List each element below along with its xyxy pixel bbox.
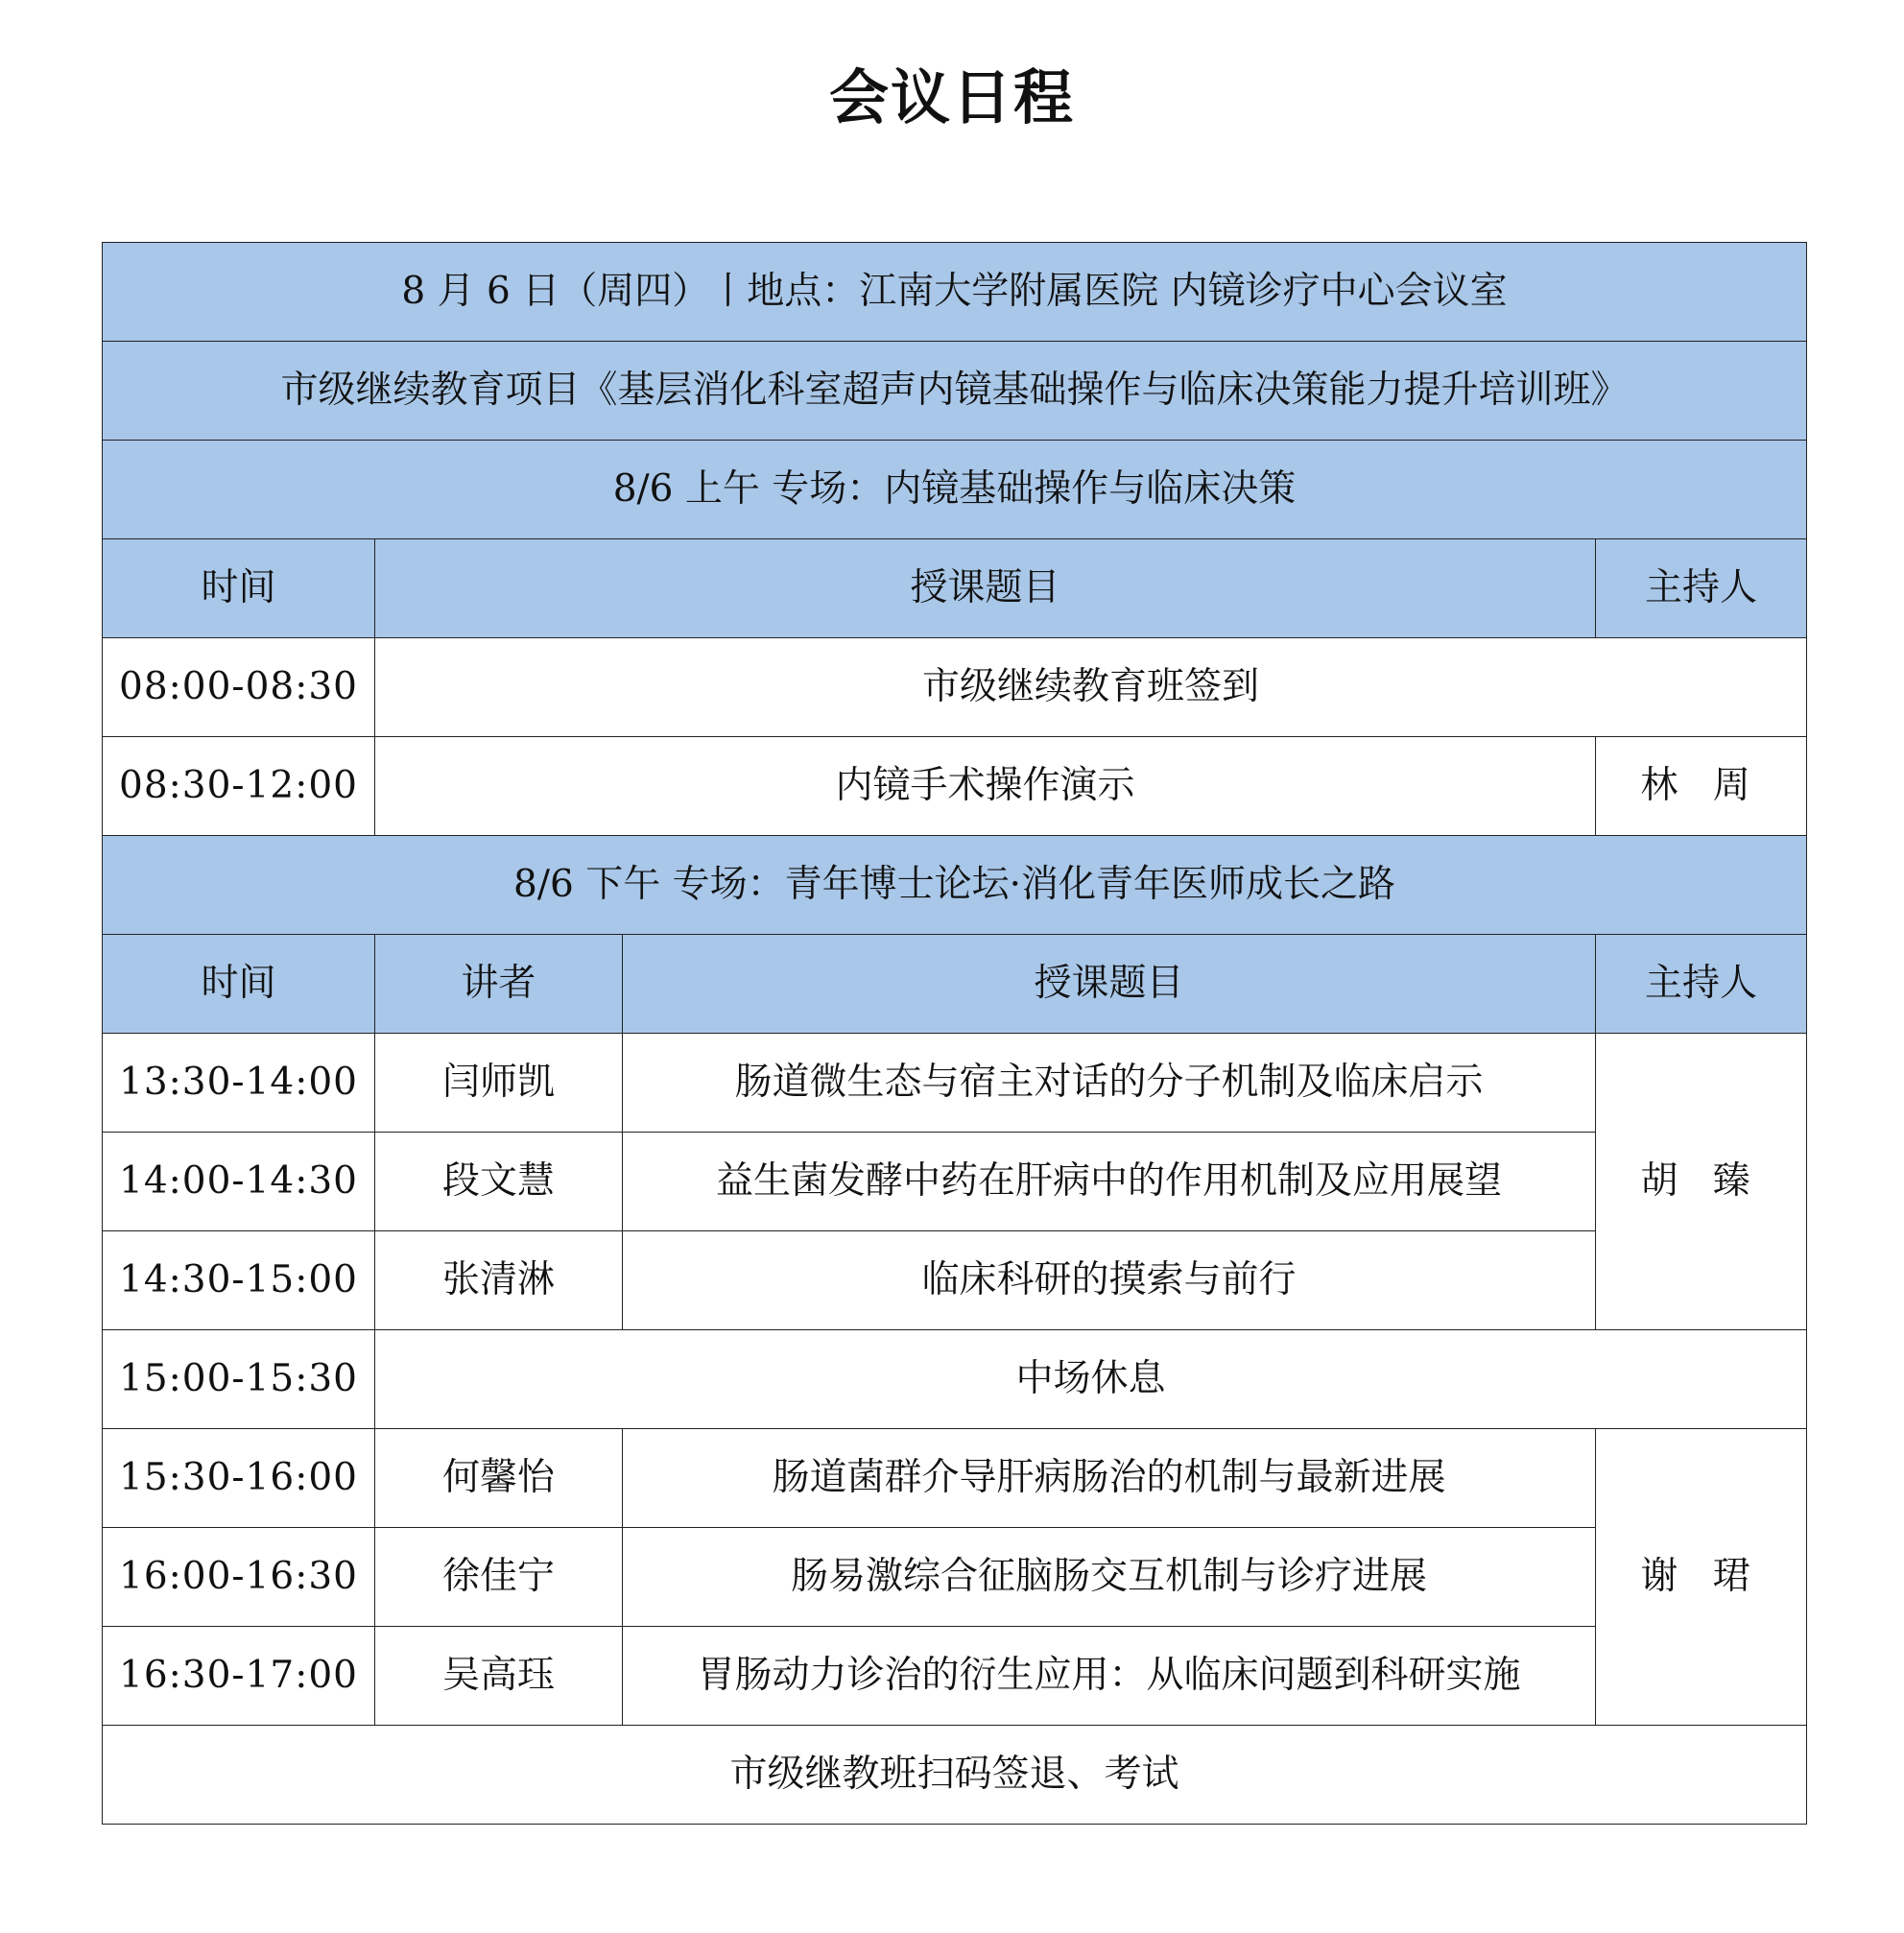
table-row <box>103 737 1807 836</box>
time-cell: 08:00-08:30 <box>103 638 375 737</box>
host-cell: 胡 臻 <box>1596 1034 1807 1330</box>
host-cell: 谢 珺 <box>1596 1429 1807 1726</box>
afternoon-header-row <box>103 935 1807 1034</box>
topic-cell: 内镜手术操作演示 <box>375 737 1596 836</box>
speaker-cell: 段文慧 <box>375 1133 623 1231</box>
date-location-cell: 8 月 6 日（周四）丨地点：江南大学附属医院 内镜诊疗中心会议室 <box>103 243 1807 342</box>
table-row <box>103 638 1807 737</box>
afternoon-session-title-row <box>103 836 1807 935</box>
time-cell: 15:30-16:00 <box>103 1429 375 1528</box>
speaker-cell: 张清淋 <box>375 1231 623 1330</box>
closing-cell: 市级继教班扫码签退、考试 <box>103 1726 1807 1825</box>
table-row <box>103 1133 1807 1231</box>
morning-header-row <box>103 539 1807 638</box>
afternoon-session-title: 8/6 下午 专场：青年博士论坛·消化青年医师成长之路 <box>103 836 1807 935</box>
afternoon-header-time: 时间 <box>103 935 375 1034</box>
date-location-row <box>103 243 1807 342</box>
table-row <box>103 1034 1807 1133</box>
time-cell: 15:00-15:30 <box>103 1330 375 1429</box>
table-row <box>103 1231 1807 1330</box>
closing-row <box>103 1726 1807 1825</box>
topic-cell: 市级继续教育班签到 <box>375 638 1807 737</box>
morning-header-host: 主持人 <box>1596 539 1807 638</box>
break-cell: 中场休息 <box>375 1330 1807 1429</box>
topic-cell: 益生菌发酵中药在肝病中的作用机制及应用展望 <box>623 1133 1596 1231</box>
topic-cell: 肠道微生态与宿主对话的分子机制及临床启示 <box>623 1034 1596 1133</box>
topic-cell: 肠易激综合征脑肠交互机制与诊疗进展 <box>623 1528 1596 1627</box>
table-row <box>103 1429 1807 1528</box>
time-cell: 14:00-14:30 <box>103 1133 375 1231</box>
speaker-cell: 何馨怡 <box>375 1429 623 1528</box>
page-title: 会议日程 <box>828 62 1075 132</box>
break-row <box>103 1330 1807 1429</box>
speaker-cell: 闫师凯 <box>375 1034 623 1133</box>
morning-header-time: 时间 <box>103 539 375 638</box>
topic-cell: 临床科研的摸索与前行 <box>623 1231 1596 1330</box>
topic-cell: 肠道菌群介导肝病肠治的机制与最新进展 <box>623 1429 1596 1528</box>
morning-session-title: 8/6 上午 专场：内镜基础操作与临床决策 <box>103 441 1807 539</box>
time-cell: 13:30-14:00 <box>103 1034 375 1133</box>
afternoon-header-speaker: 讲者 <box>375 935 623 1034</box>
table-row <box>103 1627 1807 1726</box>
time-cell: 16:30-17:00 <box>103 1627 375 1726</box>
host-cell: 林 周 <box>1596 737 1807 836</box>
topic-cell: 胃肠动力诊治的衍生应用：从临床问题到科研实施 <box>623 1627 1596 1726</box>
table-row <box>103 1528 1807 1627</box>
speaker-cell: 徐佳宁 <box>375 1528 623 1627</box>
project-title-cell: 市级继续教育项目《基层消化科室超声内镜基础操作与临床决策能力提升培训班》 <box>103 342 1807 441</box>
afternoon-header-topic: 授课题目 <box>623 935 1596 1034</box>
project-title-row <box>103 342 1807 441</box>
time-cell: 16:00-16:30 <box>103 1528 375 1627</box>
morning-session-title-row <box>103 441 1807 539</box>
afternoon-header-host: 主持人 <box>1596 935 1807 1034</box>
schedule-table <box>102 242 1807 1825</box>
time-cell: 14:30-15:00 <box>103 1231 375 1330</box>
time-cell: 08:30-12:00 <box>103 737 375 836</box>
morning-header-topic: 授课题目 <box>375 539 1596 638</box>
speaker-cell: 吴高珏 <box>375 1627 623 1726</box>
